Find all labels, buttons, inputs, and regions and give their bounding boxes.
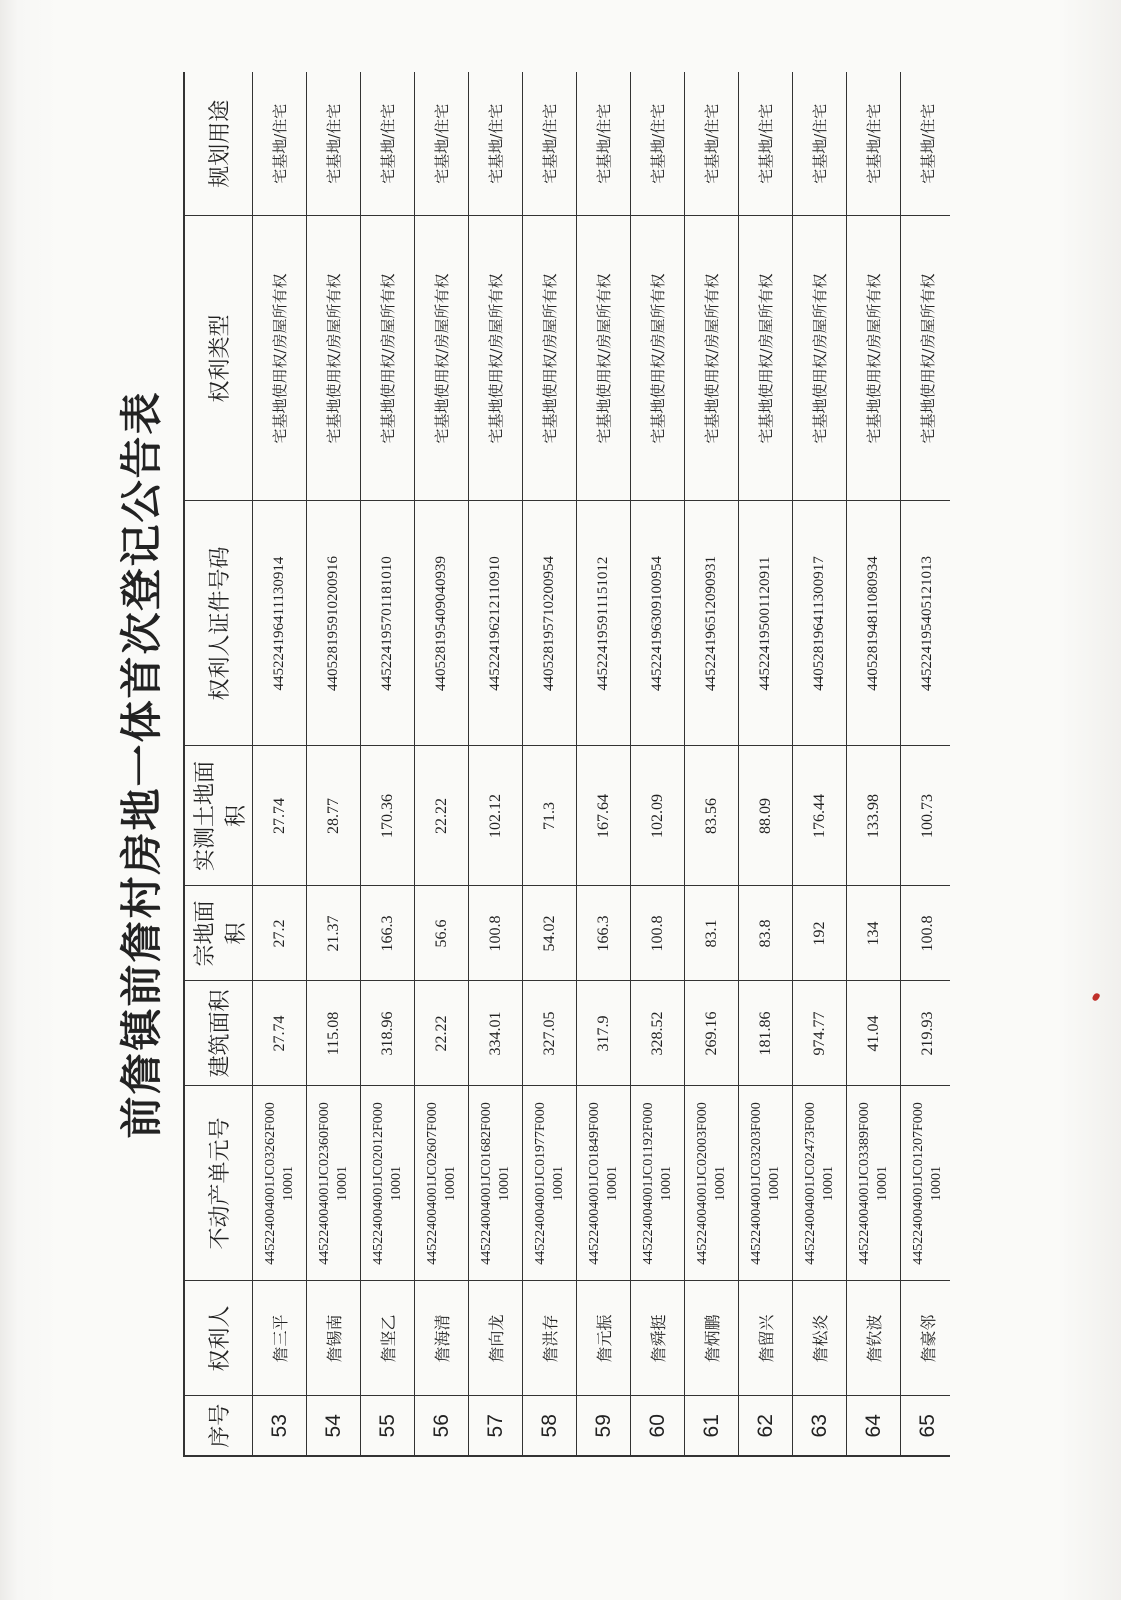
table-row xyxy=(577,72,631,1456)
cell-parcel-area: 134 xyxy=(847,886,901,981)
cell-planned-use: 宅基地/住宅 xyxy=(415,72,469,216)
cell-building-area: 269.16 xyxy=(685,981,739,1086)
header-planned-use: 规划用途 xyxy=(184,72,253,216)
cell-parcel-area: 192 xyxy=(793,886,847,981)
cell-no: 63 xyxy=(793,1396,847,1456)
cell-unit-number: 445224004001JC01977F000 10001 xyxy=(523,1086,577,1281)
cell-parcel-area: 166.3 xyxy=(577,886,631,981)
cell-id-number: 440528195910200916 xyxy=(307,501,361,746)
cell-unit-number: 445224004001JC03203F000 10001 xyxy=(739,1086,793,1281)
cell-right-type: 宅基地使用权/房屋所有权 xyxy=(415,216,469,501)
cell-parcel-area: 56.6 xyxy=(415,886,469,981)
cell-owner: 詹坚乙 xyxy=(361,1281,415,1396)
cell-planned-use: 宅基地/住宅 xyxy=(253,72,307,216)
registration-table xyxy=(183,72,950,1457)
table-row xyxy=(415,72,469,1456)
cell-measured-area: 83.56 xyxy=(685,746,739,886)
cell-owner: 詹向龙 xyxy=(469,1281,523,1396)
cell-measured-area: 102.12 xyxy=(469,746,523,886)
cell-planned-use: 宅基地/住宅 xyxy=(577,72,631,216)
cell-unit-number: 445224004001JC03389F000 10001 xyxy=(847,1086,901,1281)
cell-owner: 詹炳鹏 xyxy=(685,1281,739,1396)
cell-right-type: 宅基地使用权/房屋所有权 xyxy=(847,216,901,501)
cell-no: 53 xyxy=(253,1396,307,1456)
cell-building-area: 115.08 xyxy=(307,981,361,1086)
ink-mark xyxy=(1091,992,1100,1002)
cell-unit-number: 445224004001JC01207F000 10001 xyxy=(901,1086,951,1281)
cell-id-number: 445224195701181010 xyxy=(361,501,415,746)
cell-parcel-area: 83.1 xyxy=(685,886,739,981)
cell-owner: 詹洪存 xyxy=(523,1281,577,1396)
table-row xyxy=(523,72,577,1456)
cell-building-area: 181.86 xyxy=(739,981,793,1086)
cell-parcel-area: 100.8 xyxy=(469,886,523,981)
cell-measured-area: 133.98 xyxy=(847,746,901,886)
cell-id-number: 445224195911151012 xyxy=(577,501,631,746)
cell-right-type: 宅基地使用权/房屋所有权 xyxy=(469,216,523,501)
cell-no: 58 xyxy=(523,1396,577,1456)
cell-planned-use: 宅基地/住宅 xyxy=(361,72,415,216)
table-row xyxy=(739,72,793,1456)
header-unit-number: 不动产单元号 xyxy=(184,1086,253,1281)
cell-owner: 詹松炎 xyxy=(793,1281,847,1396)
cell-planned-use: 宅基地/住宅 xyxy=(901,72,951,216)
cell-parcel-area: 100.8 xyxy=(631,886,685,981)
document-content xyxy=(95,72,950,1457)
table-row xyxy=(307,72,361,1456)
cell-measured-area: 88.09 xyxy=(739,746,793,886)
cell-no: 59 xyxy=(577,1396,631,1456)
cell-right-type: 宅基地使用权/房屋所有权 xyxy=(739,216,793,501)
cell-parcel-area: 21.37 xyxy=(307,886,361,981)
cell-no: 60 xyxy=(631,1396,685,1456)
cell-right-type: 宅基地使用权/房屋所有权 xyxy=(631,216,685,501)
cell-building-area: 328.52 xyxy=(631,981,685,1086)
cell-right-type: 宅基地使用权/房屋所有权 xyxy=(523,216,577,501)
cell-planned-use: 宅基地/住宅 xyxy=(469,72,523,216)
cell-owner: 詹三平 xyxy=(253,1281,307,1396)
cell-owner: 詹海清 xyxy=(415,1281,469,1396)
cell-unit-number: 445224004001JC02607F000 10001 xyxy=(415,1086,469,1281)
cell-measured-area: 22.22 xyxy=(415,746,469,886)
header-measured-area: 实测土地面积 xyxy=(184,746,253,886)
cell-right-type: 宅基地使用权/房屋所有权 xyxy=(793,216,847,501)
header-right-type: 权利类型 xyxy=(184,216,253,501)
cell-owner: 詹豪邻 xyxy=(901,1281,951,1396)
cell-building-area: 317.9 xyxy=(577,981,631,1086)
cell-unit-number: 445224004001JC01682F000 10001 xyxy=(469,1086,523,1281)
cell-building-area: 318.96 xyxy=(361,981,415,1086)
cell-no: 54 xyxy=(307,1396,361,1456)
table-row xyxy=(469,72,523,1456)
table-row xyxy=(847,72,901,1456)
cell-right-type: 宅基地使用权/房屋所有权 xyxy=(307,216,361,501)
cell-right-type: 宅基地使用权/房屋所有权 xyxy=(901,216,951,501)
table-row xyxy=(253,72,307,1456)
cell-id-number: 440528194811080934 xyxy=(847,501,901,746)
cell-unit-number: 445224004001JC02003F000 10001 xyxy=(685,1086,739,1281)
cell-owner: 詹元振 xyxy=(577,1281,631,1396)
cell-planned-use: 宅基地/住宅 xyxy=(631,72,685,216)
header-no: 序号 xyxy=(184,1396,253,1456)
cell-building-area: 974.77 xyxy=(793,981,847,1086)
cell-no: 55 xyxy=(361,1396,415,1456)
cell-building-area: 334.01 xyxy=(469,981,523,1086)
cell-id-number: 445224196512090931 xyxy=(685,501,739,746)
cell-measured-area: 176.44 xyxy=(793,746,847,886)
cell-owner: 詹锡南 xyxy=(307,1281,361,1396)
cell-planned-use: 宅基地/住宅 xyxy=(523,72,577,216)
header-id-number: 权利人证件号码 xyxy=(184,501,253,746)
cell-planned-use: 宅基地/住宅 xyxy=(685,72,739,216)
cell-unit-number: 445224004001JC02473F000 10001 xyxy=(793,1086,847,1281)
cell-unit-number: 445224004001JC01192F000 10001 xyxy=(631,1086,685,1281)
cell-id-number: 445224196411130914 xyxy=(253,501,307,746)
cell-right-type: 宅基地使用权/房屋所有权 xyxy=(361,216,415,501)
cell-unit-number: 445224004001JC01849F000 10001 xyxy=(577,1086,631,1281)
table-header-row xyxy=(184,72,253,1456)
cell-owner: 詹留兴 xyxy=(739,1281,793,1396)
cell-no: 62 xyxy=(739,1396,793,1456)
cell-building-area: 41.04 xyxy=(847,981,901,1086)
cell-building-area: 27.74 xyxy=(253,981,307,1086)
document-title: 前詹镇前詹村房地一体首次登记公告表 xyxy=(117,390,166,1139)
cell-parcel-area: 100.8 xyxy=(901,886,951,981)
cell-planned-use: 宅基地/住宅 xyxy=(307,72,361,216)
cell-parcel-area: 54.02 xyxy=(523,886,577,981)
cell-building-area: 22.22 xyxy=(415,981,469,1086)
cell-unit-number: 445224004001JC02012F000 10001 xyxy=(361,1086,415,1281)
cell-id-number: 440528196411300917 xyxy=(793,501,847,746)
table-row xyxy=(685,72,739,1456)
cell-building-area: 327.05 xyxy=(523,981,577,1086)
cell-planned-use: 宅基地/住宅 xyxy=(847,72,901,216)
cell-id-number: 445224195405121013 xyxy=(901,501,951,746)
cell-measured-area: 100.73 xyxy=(901,746,951,886)
cell-building-area: 219.93 xyxy=(901,981,951,1086)
cell-id-number: 440528195409040939 xyxy=(415,501,469,746)
cell-measured-area: 27.74 xyxy=(253,746,307,886)
cell-no: 61 xyxy=(685,1396,739,1456)
cell-measured-area: 28.77 xyxy=(307,746,361,886)
cell-measured-area: 167.64 xyxy=(577,746,631,886)
cell-planned-use: 宅基地/住宅 xyxy=(793,72,847,216)
header-parcel-area: 宗地面积 xyxy=(184,886,253,981)
table-row xyxy=(793,72,847,1456)
cell-parcel-area: 83.8 xyxy=(739,886,793,981)
cell-parcel-area: 27.2 xyxy=(253,886,307,981)
cell-parcel-area: 166.3 xyxy=(361,886,415,981)
cell-no: 56 xyxy=(415,1396,469,1456)
cell-measured-area: 170.36 xyxy=(361,746,415,886)
cell-id-number: 445224195001120911 xyxy=(739,501,793,746)
table-row xyxy=(631,72,685,1456)
cell-id-number: 440528195710200954 xyxy=(523,501,577,746)
header-building-area: 建筑面积 xyxy=(184,981,253,1086)
cell-id-number: 445224196309100954 xyxy=(631,501,685,746)
rotated-document-area xyxy=(95,72,950,1457)
cell-unit-number: 445224004001JC03262F000 10001 xyxy=(253,1086,307,1281)
cell-no: 65 xyxy=(901,1396,951,1456)
cell-right-type: 宅基地使用权/房屋所有权 xyxy=(253,216,307,501)
cell-owner: 詹舜挺 xyxy=(631,1281,685,1396)
cell-no: 57 xyxy=(469,1396,523,1456)
cell-measured-area: 71.3 xyxy=(523,746,577,886)
cell-id-number: 445224196212110910 xyxy=(469,501,523,746)
cell-right-type: 宅基地使用权/房屋所有权 xyxy=(685,216,739,501)
cell-measured-area: 102.09 xyxy=(631,746,685,886)
header-owner: 权利人 xyxy=(184,1281,253,1396)
table-row xyxy=(361,72,415,1456)
table-body xyxy=(253,72,951,1456)
cell-no: 64 xyxy=(847,1396,901,1456)
cell-right-type: 宅基地使用权/房屋所有权 xyxy=(577,216,631,501)
table-row xyxy=(901,72,951,1456)
cell-planned-use: 宅基地/住宅 xyxy=(739,72,793,216)
cell-unit-number: 445224004001JC02360F000 10001 xyxy=(307,1086,361,1281)
cell-owner: 詹钦波 xyxy=(847,1281,901,1396)
